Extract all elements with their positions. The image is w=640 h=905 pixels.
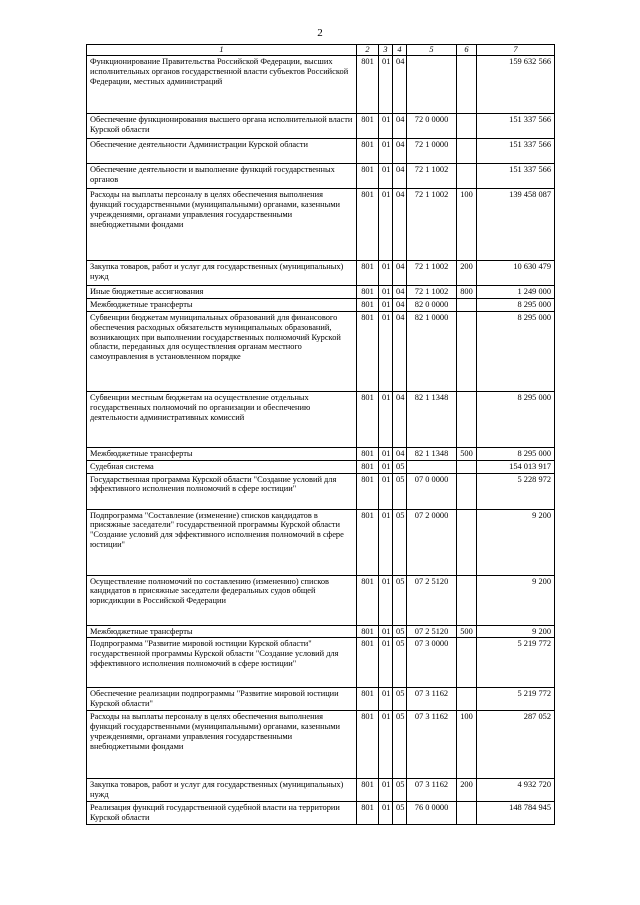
row-section-cell: 01 <box>379 473 393 509</box>
table-row <box>87 391 555 447</box>
row-grbs-cell: 801 <box>357 638 379 688</box>
row-expense-type-cell <box>457 802 477 825</box>
table-row <box>87 509 555 575</box>
row-section-cell: 01 <box>379 138 393 163</box>
row-section-cell: 01 <box>379 391 393 447</box>
row-subsection-cell: 04 <box>393 55 407 113</box>
row-amount-cell: 154 013 917 <box>477 460 555 473</box>
row-expense-type-cell <box>457 638 477 688</box>
row-section-cell: 01 <box>379 688 393 711</box>
table-row <box>87 638 555 688</box>
row-expense-type-cell <box>457 163 477 188</box>
row-amount-cell: 9 200 <box>477 575 555 625</box>
table-header-row <box>87 45 555 56</box>
table-row <box>87 163 555 188</box>
row-grbs-cell: 801 <box>357 188 379 260</box>
row-target-article-cell: 72 0 0000 <box>407 113 457 138</box>
row-subsection-cell: 05 <box>393 711 407 779</box>
row-expense-type-cell: 500 <box>457 625 477 638</box>
row-subsection-cell: 05 <box>393 688 407 711</box>
row-expense-type-cell <box>457 688 477 711</box>
row-section-cell: 01 <box>379 711 393 779</box>
row-target-article-cell: 82 0 0000 <box>407 298 457 311</box>
row-name-cell: Межбюджетные трансферты <box>87 625 357 638</box>
row-target-article-cell: 07 3 0000 <box>407 638 457 688</box>
row-amount-cell: 5 228 972 <box>477 473 555 509</box>
row-name-cell: Реализация функций государственной судебной власти на территории Курской области <box>87 802 357 825</box>
table-body <box>87 55 555 825</box>
row-grbs-cell: 801 <box>357 113 379 138</box>
row-grbs-cell: 801 <box>357 138 379 163</box>
table-row <box>87 188 555 260</box>
row-name-cell: Обеспечение реализации подпрограммы "Развитие мировой юстиции Курской области" <box>87 688 357 711</box>
row-amount-cell: 287 052 <box>477 711 555 779</box>
row-subsection-cell: 04 <box>393 188 407 260</box>
row-section-cell: 01 <box>379 625 393 638</box>
table-row <box>87 473 555 509</box>
row-expense-type-cell <box>457 55 477 113</box>
row-amount-cell: 151 337 566 <box>477 138 555 163</box>
row-grbs-cell: 801 <box>357 298 379 311</box>
row-target-article-cell: 07 2 5120 <box>407 575 457 625</box>
row-target-article-cell: 72 1 1002 <box>407 163 457 188</box>
row-section-cell: 01 <box>379 163 393 188</box>
row-section-cell: 01 <box>379 509 393 575</box>
row-target-article-cell: 07 3 1162 <box>407 688 457 711</box>
budget-table <box>86 44 555 825</box>
column-header: 1 <box>87 45 357 56</box>
row-subsection-cell: 04 <box>393 163 407 188</box>
row-expense-type-cell <box>457 473 477 509</box>
column-header: 6 <box>457 45 477 56</box>
row-expense-type-cell <box>457 575 477 625</box>
row-grbs-cell: 801 <box>357 311 379 391</box>
table-row <box>87 447 555 460</box>
row-amount-cell: 4 932 720 <box>477 779 555 802</box>
row-subsection-cell: 04 <box>393 113 407 138</box>
column-header: 5 <box>407 45 457 56</box>
row-name-cell: Расходы на выплаты персоналу в целях обеспечения выполнения функций государственными (муниципальными) органами, казенными учреждениями, органами управления государственными внебюджетными фондами <box>87 711 357 779</box>
row-grbs-cell: 801 <box>357 711 379 779</box>
row-grbs-cell: 801 <box>357 447 379 460</box>
row-name-cell: Осуществление полномочий по составлению (изменению) списков кандидатов в присяжные заседатели федеральных судов общей юрисдикции в Российской Федерации <box>87 575 357 625</box>
row-target-article-cell: 76 0 0000 <box>407 802 457 825</box>
row-target-article-cell: 82 1 1348 <box>407 391 457 447</box>
table-row <box>87 779 555 802</box>
table-row <box>87 802 555 825</box>
row-target-article-cell: 07 3 1162 <box>407 779 457 802</box>
column-header: 7 <box>477 45 555 56</box>
table-row <box>87 625 555 638</box>
row-subsection-cell: 05 <box>393 638 407 688</box>
row-target-article-cell: 07 2 5120 <box>407 625 457 638</box>
row-expense-type-cell: 100 <box>457 711 477 779</box>
row-section-cell: 01 <box>379 638 393 688</box>
row-name-cell: Расходы на выплаты персоналу в целях обеспечения выполнения функций государственными (муниципальными) органами, казенными учреждениями, органами управления государственными внебюджетными фондами <box>87 188 357 260</box>
row-target-article-cell: 72 1 0000 <box>407 138 457 163</box>
row-section-cell: 01 <box>379 575 393 625</box>
row-name-cell: Государственная программа Курской области "Создание условий для эффективного исполнения полномочий в сфере юстиции" <box>87 473 357 509</box>
page-number: 2 <box>317 27 323 39</box>
row-target-article-cell: 07 3 1162 <box>407 711 457 779</box>
row-expense-type-cell <box>457 460 477 473</box>
row-name-cell: Субвенции бюджетам муниципальных образований для финансового обеспечения расходных обязательств муниципальных образований, возникающих при выполнении государственных полномочий Курской области, переданных для осуществления органам местного самоуправления в установленном порядке <box>87 311 357 391</box>
row-section-cell: 01 <box>379 779 393 802</box>
row-section-cell: 01 <box>379 460 393 473</box>
row-expense-type-cell <box>457 391 477 447</box>
row-section-cell: 01 <box>379 311 393 391</box>
column-header: 3 <box>379 45 393 56</box>
row-target-article-cell <box>407 55 457 113</box>
row-amount-cell: 5 219 772 <box>477 638 555 688</box>
table-row <box>87 460 555 473</box>
row-target-article-cell: 72 1 1002 <box>407 285 457 298</box>
row-subsection-cell: 05 <box>393 575 407 625</box>
row-subsection-cell: 04 <box>393 298 407 311</box>
table-row <box>87 575 555 625</box>
row-name-cell: Межбюджетные трансферты <box>87 447 357 460</box>
row-target-article-cell <box>407 460 457 473</box>
row-section-cell: 01 <box>379 285 393 298</box>
row-amount-cell: 148 784 945 <box>477 802 555 825</box>
column-header: 2 <box>357 45 379 56</box>
row-section-cell: 01 <box>379 298 393 311</box>
row-amount-cell: 139 458 087 <box>477 188 555 260</box>
row-amount-cell: 1 249 000 <box>477 285 555 298</box>
table-row <box>87 285 555 298</box>
table-row <box>87 688 555 711</box>
row-expense-type-cell: 200 <box>457 779 477 802</box>
row-name-cell: Обеспечение деятельности и выполнение функций государственных органов <box>87 163 357 188</box>
row-grbs-cell: 801 <box>357 163 379 188</box>
row-section-cell: 01 <box>379 802 393 825</box>
table-row <box>87 260 555 285</box>
row-grbs-cell: 801 <box>357 575 379 625</box>
row-name-cell: Обеспечение деятельности Администрации Курской области <box>87 138 357 163</box>
row-amount-cell: 8 295 000 <box>477 447 555 460</box>
row-grbs-cell: 801 <box>357 285 379 298</box>
row-subsection-cell: 04 <box>393 447 407 460</box>
row-grbs-cell: 801 <box>357 802 379 825</box>
row-target-article-cell: 72 1 1002 <box>407 188 457 260</box>
row-name-cell: Закупка товаров, работ и услуг для государственных (муниципальных) нужд <box>87 260 357 285</box>
table-row <box>87 138 555 163</box>
row-subsection-cell: 04 <box>393 138 407 163</box>
row-name-cell: Подпрограмма "Составление (изменение) списков кандидатов в присяжные заседатели" государственной программы Курской области "Создание условий для эффективного исполнения полномочий в сфере юстиции" <box>87 509 357 575</box>
row-expense-type-cell: 800 <box>457 285 477 298</box>
row-expense-type-cell <box>457 113 477 138</box>
row-expense-type-cell <box>457 509 477 575</box>
row-amount-cell: 8 295 000 <box>477 311 555 391</box>
row-name-cell: Межбюджетные трансферты <box>87 298 357 311</box>
row-subsection-cell: 04 <box>393 260 407 285</box>
row-amount-cell: 159 632 566 <box>477 55 555 113</box>
row-subsection-cell: 04 <box>393 285 407 298</box>
row-expense-type-cell: 200 <box>457 260 477 285</box>
row-grbs-cell: 801 <box>357 509 379 575</box>
row-amount-cell: 8 295 000 <box>477 298 555 311</box>
row-section-cell: 01 <box>379 447 393 460</box>
row-name-cell: Обеспечение функционирования высшего органа исполнительной власти Курской области <box>87 113 357 138</box>
row-subsection-cell: 05 <box>393 802 407 825</box>
row-section-cell: 01 <box>379 55 393 113</box>
row-amount-cell: 10 630 479 <box>477 260 555 285</box>
table-row <box>87 298 555 311</box>
row-grbs-cell: 801 <box>357 460 379 473</box>
row-amount-cell: 9 200 <box>477 509 555 575</box>
table-row <box>87 55 555 113</box>
row-expense-type-cell: 100 <box>457 188 477 260</box>
row-grbs-cell: 801 <box>357 625 379 638</box>
row-target-article-cell: 82 1 1348 <box>407 447 457 460</box>
row-section-cell: 01 <box>379 188 393 260</box>
row-target-article-cell: 82 1 0000 <box>407 311 457 391</box>
row-name-cell: Иные бюджетные ассигнования <box>87 285 357 298</box>
row-section-cell: 01 <box>379 113 393 138</box>
row-subsection-cell: 05 <box>393 625 407 638</box>
row-name-cell: Судебная система <box>87 460 357 473</box>
row-section-cell: 01 <box>379 260 393 285</box>
row-name-cell: Субвенции местным бюджетам на осуществление отдельных государственных полномочий по организации и обеспечению деятельности административных комиссий <box>87 391 357 447</box>
row-grbs-cell: 801 <box>357 688 379 711</box>
row-amount-cell: 5 219 772 <box>477 688 555 711</box>
row-expense-type-cell: 500 <box>457 447 477 460</box>
row-subsection-cell: 04 <box>393 391 407 447</box>
row-subsection-cell: 05 <box>393 473 407 509</box>
row-name-cell: Закупка товаров, работ и услуг для государственных (муниципальных) нужд <box>87 779 357 802</box>
row-target-article-cell: 72 1 1002 <box>407 260 457 285</box>
table-row <box>87 711 555 779</box>
row-grbs-cell: 801 <box>357 260 379 285</box>
row-grbs-cell: 801 <box>357 779 379 802</box>
row-subsection-cell: 04 <box>393 311 407 391</box>
row-name-cell: Функционирование Правительства Российской Федерации, высших исполнительных органов государственной власти субъектов Российской Федерации, местных администраций <box>87 55 357 113</box>
row-target-article-cell: 07 2 0000 <box>407 509 457 575</box>
table-row <box>87 113 555 138</box>
column-header: 4 <box>393 45 407 56</box>
row-amount-cell: 8 295 000 <box>477 391 555 447</box>
row-grbs-cell: 801 <box>357 473 379 509</box>
row-subsection-cell: 05 <box>393 460 407 473</box>
row-name-cell: Подпрограмма "Развитие мировой юстиции Курской области" государственной программы Курской области "Создание условий для эффективного исполнения полномочий в сфере юстиции" <box>87 638 357 688</box>
row-amount-cell: 151 337 566 <box>477 113 555 138</box>
row-expense-type-cell <box>457 138 477 163</box>
row-expense-type-cell <box>457 311 477 391</box>
row-expense-type-cell <box>457 298 477 311</box>
row-amount-cell: 9 200 <box>477 625 555 638</box>
row-subsection-cell: 05 <box>393 509 407 575</box>
row-target-article-cell: 07 0 0000 <box>407 473 457 509</box>
row-subsection-cell: 05 <box>393 779 407 802</box>
row-amount-cell: 151 337 566 <box>477 163 555 188</box>
row-grbs-cell: 801 <box>357 55 379 113</box>
row-grbs-cell: 801 <box>357 391 379 447</box>
table-row <box>87 311 555 391</box>
